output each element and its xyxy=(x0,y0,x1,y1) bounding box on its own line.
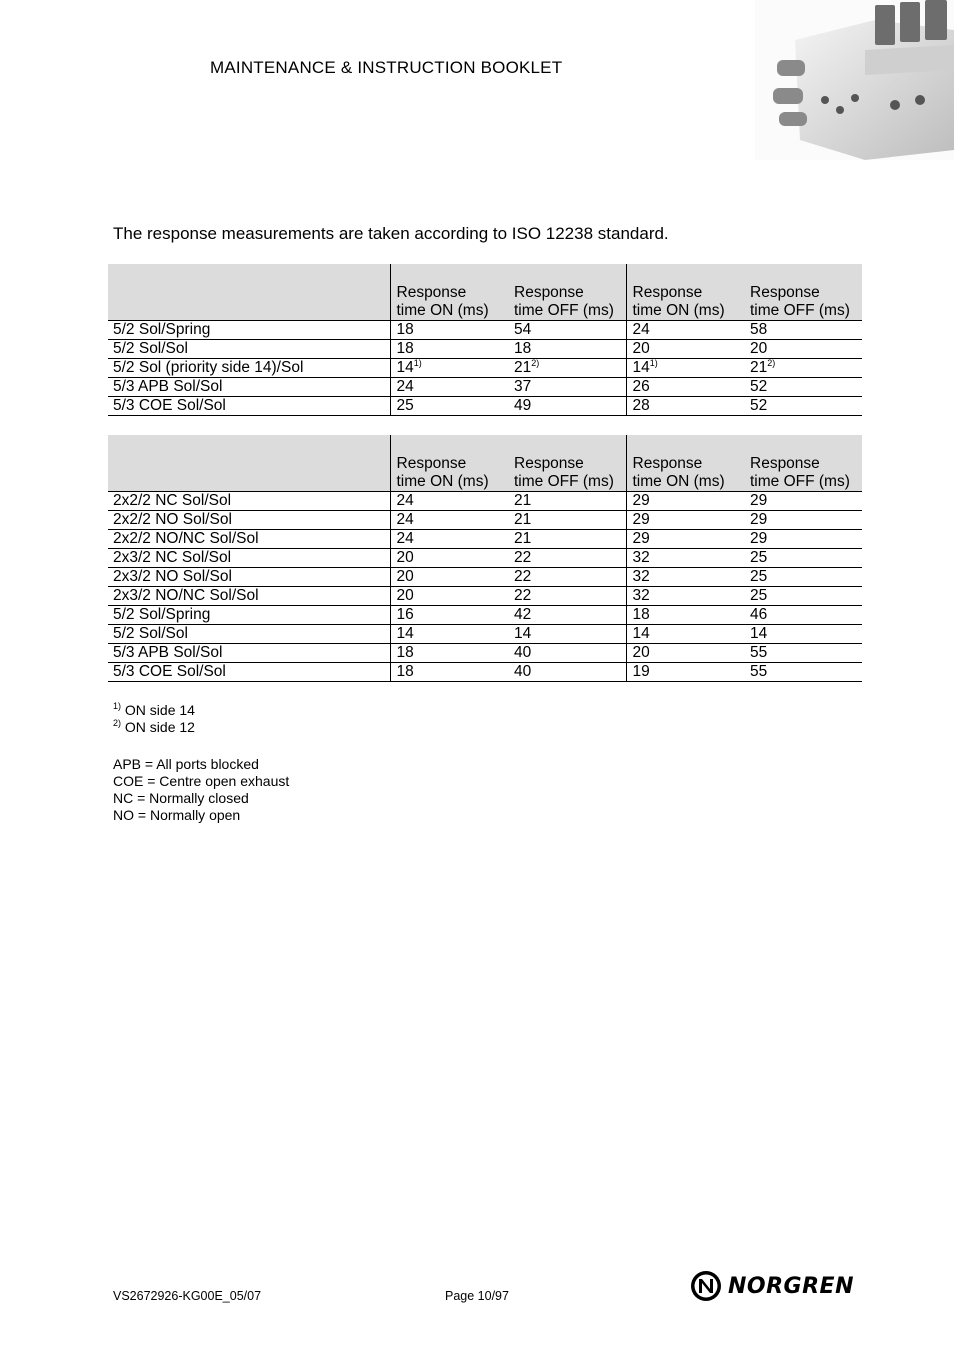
value-cell: 32 xyxy=(626,587,744,606)
valve-type-cell: 2x3/2 NC Sol/Sol xyxy=(108,549,390,568)
abbreviation: NO = Normally open xyxy=(113,807,241,823)
value-cell: 24 xyxy=(390,511,508,530)
value-cell: 20 xyxy=(390,568,508,587)
header-cell: Response time OFF (ms) xyxy=(508,435,626,492)
valve-type-cell: 5/3 COE Sol/Sol xyxy=(108,397,390,416)
document-id: VS2672926-KG00E_05/07 xyxy=(113,1289,262,1303)
header-cell: Response time OFF (ms) xyxy=(744,264,862,321)
table-row xyxy=(108,321,862,340)
value-cell: 32 xyxy=(626,568,744,587)
value-cell: 22 xyxy=(508,568,626,587)
table-header-row xyxy=(108,435,862,492)
header-cell-blank xyxy=(108,435,390,492)
value-cell: 14$^{1)}$ xyxy=(390,359,508,378)
table-row xyxy=(108,359,862,378)
table-row xyxy=(108,549,862,568)
valve-type-cell: 5/2 Sol/Spring xyxy=(108,606,390,625)
table-header-row xyxy=(108,264,862,321)
value-cell: 20 xyxy=(390,587,508,606)
value-cell: 40 xyxy=(508,644,626,663)
footnote: $^{2)}$ ON side 12 xyxy=(113,718,195,735)
table-row xyxy=(108,378,862,397)
value-cell: 52 xyxy=(744,397,862,416)
valve-type-cell: 5/3 COE Sol/Sol xyxy=(108,663,390,682)
value-cell: 18 xyxy=(390,321,508,340)
value-cell: 18 xyxy=(508,340,626,359)
value-cell: 55 xyxy=(744,644,862,663)
table-row xyxy=(108,511,862,530)
response-table-1 xyxy=(108,264,862,416)
value-cell: 42 xyxy=(508,606,626,625)
value-cell: 14 xyxy=(744,625,862,644)
norgren-logo-icon xyxy=(690,1270,722,1302)
page-title: MAINTENANCE & INSTRUCTION BOOKLET xyxy=(210,58,563,77)
value-cell: 32 xyxy=(626,549,744,568)
footnotes xyxy=(113,702,195,736)
value-cell: 14 xyxy=(508,625,626,644)
value-cell: 24 xyxy=(390,378,508,397)
value-cell: 54 xyxy=(508,321,626,340)
value-cell: 46 xyxy=(744,606,862,625)
header-cell: Response time ON (ms) xyxy=(626,435,744,492)
value-cell: 20 xyxy=(626,644,744,663)
value-cell: 52 xyxy=(744,378,862,397)
value-cell: 24 xyxy=(390,492,508,511)
value-cell: 21 xyxy=(508,530,626,549)
value-cell: 40 xyxy=(508,663,626,682)
value-cell: 25 xyxy=(744,549,862,568)
value-cell: 29 xyxy=(744,492,862,511)
value-cell: 37 xyxy=(508,378,626,397)
valve-type-cell: 2x2/2 NC Sol/Sol xyxy=(108,492,390,511)
header-cell: Response time ON (ms) xyxy=(390,264,508,321)
value-cell: 21$^{2)}$ xyxy=(744,359,862,378)
value-cell: 24 xyxy=(390,530,508,549)
value-cell: 58 xyxy=(744,321,862,340)
value-cell: 25 xyxy=(744,587,862,606)
abbreviation: NC = Normally closed xyxy=(113,790,249,806)
valve-type-cell: 2x3/2 NO Sol/Sol xyxy=(108,568,390,587)
value-cell: 22 xyxy=(508,587,626,606)
value-cell: 28 xyxy=(626,397,744,416)
value-cell: 29 xyxy=(744,511,862,530)
value-cell: 21 xyxy=(508,511,626,530)
value-cell: 29 xyxy=(626,511,744,530)
value-cell: 29 xyxy=(626,492,744,511)
intro-text: The response measurements are taken according to ISO 12238 standard. xyxy=(113,224,669,243)
valve-type-cell: 5/2 Sol/Spring xyxy=(108,321,390,340)
table-row xyxy=(108,606,862,625)
value-cell: 29 xyxy=(744,530,862,549)
abbreviation: COE = Centre open exhaust xyxy=(113,773,290,789)
table-row xyxy=(108,492,862,511)
value-cell: 21 xyxy=(508,492,626,511)
footnote: $^{1)}$ ON side 14 xyxy=(113,701,195,718)
table-row xyxy=(108,644,862,663)
logo-text: NORGREN xyxy=(728,1273,854,1299)
value-cell: 22 xyxy=(508,549,626,568)
header-cell: Response time OFF (ms) xyxy=(508,264,626,321)
table-row xyxy=(108,397,862,416)
value-cell: 18 xyxy=(390,663,508,682)
value-cell: 20 xyxy=(744,340,862,359)
valve-type-cell: 5/2 Sol/Sol xyxy=(108,625,390,644)
table-row xyxy=(108,625,862,644)
abbreviations-list xyxy=(113,756,289,824)
value-cell: 26 xyxy=(626,378,744,397)
table-row xyxy=(108,663,862,682)
value-cell: 19 xyxy=(626,663,744,682)
response-table-2 xyxy=(108,435,862,682)
valve-manifold-photo-icon xyxy=(755,0,954,160)
value-cell: 14$^{1)}$ xyxy=(626,359,744,378)
value-cell: 20 xyxy=(390,549,508,568)
header-cell-blank xyxy=(108,264,390,321)
value-cell: 18 xyxy=(390,644,508,663)
valve-type-cell: 2x2/2 NO/NC Sol/Sol xyxy=(108,530,390,549)
norgren-logo xyxy=(690,1268,854,1304)
page-number: Page 10/97 xyxy=(445,1289,509,1303)
header-cell: Response time ON (ms) xyxy=(390,435,508,492)
value-cell: 25 xyxy=(744,568,862,587)
value-cell: 14 xyxy=(626,625,744,644)
valve-type-cell: 5/3 APB Sol/Sol xyxy=(108,644,390,663)
value-cell: 25 xyxy=(390,397,508,416)
valve-type-cell: 5/2 Sol/Sol xyxy=(108,340,390,359)
value-cell: 20 xyxy=(626,340,744,359)
value-cell: 55 xyxy=(744,663,862,682)
table-row xyxy=(108,587,862,606)
valve-type-cell: 2x3/2 NO/NC Sol/Sol xyxy=(108,587,390,606)
value-cell: 18 xyxy=(626,606,744,625)
abbreviation: APB = All ports blocked xyxy=(113,756,259,772)
valve-type-cell: 2x2/2 NO Sol/Sol xyxy=(108,511,390,530)
valve-type-cell: 5/3 APB Sol/Sol xyxy=(108,378,390,397)
value-cell: 16 xyxy=(390,606,508,625)
table-row xyxy=(108,568,862,587)
valve-type-cell: 5/2 Sol (priority side 14)/Sol xyxy=(108,359,390,378)
value-cell: 29 xyxy=(626,530,744,549)
value-cell: 14 xyxy=(390,625,508,644)
value-cell: 49 xyxy=(508,397,626,416)
value-cell: 18 xyxy=(390,340,508,359)
header-cell: Response time ON (ms) xyxy=(626,264,744,321)
value-cell: 24 xyxy=(626,321,744,340)
value-cell: 21$^{2)}$ xyxy=(508,359,626,378)
table-row xyxy=(108,530,862,549)
header-cell: Response time OFF (ms) xyxy=(744,435,862,492)
table-row xyxy=(108,340,862,359)
